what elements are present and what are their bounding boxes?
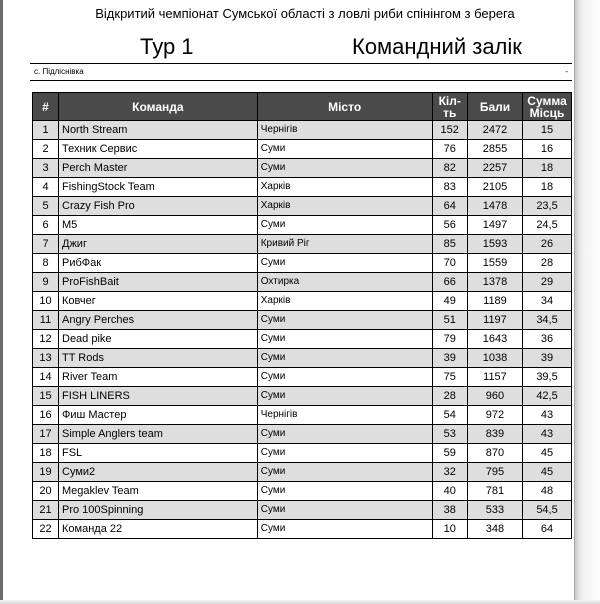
cell-team: РибФак	[59, 254, 258, 273]
cell-count: 39	[432, 349, 467, 368]
table-row	[33, 216, 572, 235]
table-body	[33, 121, 572, 539]
cell-count: 32	[432, 463, 467, 482]
cell-num: 16	[33, 406, 59, 425]
cell-num: 17	[33, 425, 59, 444]
cell-count: 66	[432, 273, 467, 292]
cell-sum: 64	[523, 520, 572, 539]
cell-city: Харків	[257, 178, 432, 197]
cell-points: 1497	[467, 216, 522, 235]
location-label: с. Підліснівка	[34, 67, 84, 76]
cell-sum: 18	[523, 159, 572, 178]
cell-num: 10	[33, 292, 59, 311]
cell-team: Суми2	[59, 463, 258, 482]
cell-count: 59	[432, 444, 467, 463]
table-row	[33, 349, 572, 368]
cell-points: 781	[467, 482, 522, 501]
table-row	[33, 520, 572, 539]
cell-points: 2472	[467, 121, 522, 140]
cell-team: FISH LINERS	[59, 387, 258, 406]
cell-num: 3	[33, 159, 59, 178]
cell-points: 1197	[467, 311, 522, 330]
cell-sum: 28	[523, 254, 572, 273]
cell-city: Суми	[257, 501, 432, 520]
cell-num: 12	[33, 330, 59, 349]
cell-count: 49	[432, 292, 467, 311]
cell-sum: 34,5	[523, 311, 572, 330]
cell-team: TT Rods	[59, 349, 258, 368]
cell-points: 348	[467, 520, 522, 539]
column-header-team: Команда	[59, 93, 258, 121]
table-row	[33, 330, 572, 349]
table-row	[33, 235, 572, 254]
cell-count: 38	[432, 501, 467, 520]
cell-team: M5	[59, 216, 258, 235]
date-label: -	[565, 67, 568, 76]
cell-num: 15	[33, 387, 59, 406]
cell-num: 2	[33, 140, 59, 159]
cell-team: Техник Сервис	[59, 140, 258, 159]
table-header-row	[33, 93, 572, 121]
table-row	[33, 197, 572, 216]
cell-city: Суми	[257, 482, 432, 501]
cell-num: 11	[33, 311, 59, 330]
cell-num: 6	[33, 216, 59, 235]
cell-num: 8	[33, 254, 59, 273]
cell-points: 1643	[467, 330, 522, 349]
cell-num: 5	[33, 197, 59, 216]
cell-points: 1559	[467, 254, 522, 273]
cell-points: 839	[467, 425, 522, 444]
cell-city: Суми	[257, 444, 432, 463]
cell-points: 1157	[467, 368, 522, 387]
cell-count: 40	[432, 482, 467, 501]
column-header-count: Кіл-ть	[432, 93, 467, 121]
cell-team: FSL	[59, 444, 258, 463]
table-row	[33, 311, 572, 330]
cell-team: Crazy Fish Pro	[59, 197, 258, 216]
cell-num: 19	[33, 463, 59, 482]
cell-num: 21	[33, 501, 59, 520]
table-row	[33, 140, 572, 159]
cell-team: FishingStock Team	[59, 178, 258, 197]
cell-sum: 39	[523, 349, 572, 368]
cell-city: Суми	[257, 216, 432, 235]
cell-sum: 23,5	[523, 197, 572, 216]
cell-sum: 43	[523, 425, 572, 444]
table-row	[33, 254, 572, 273]
cell-num: 9	[33, 273, 59, 292]
cell-city: Суми	[257, 368, 432, 387]
cell-count: 54	[432, 406, 467, 425]
cell-count: 83	[432, 178, 467, 197]
cell-sum: 45	[523, 463, 572, 482]
cell-team: Megaklev Team	[59, 482, 258, 501]
window-bottom-border	[0, 600, 600, 604]
column-header-num: #	[33, 93, 59, 121]
table-row	[33, 425, 572, 444]
cell-points: 1038	[467, 349, 522, 368]
table-row	[33, 387, 572, 406]
cell-sum: 26	[523, 235, 572, 254]
cell-city: Харків	[257, 292, 432, 311]
cell-team: Angry Perches	[59, 311, 258, 330]
cell-count: 56	[432, 216, 467, 235]
cell-team: Perch Master	[59, 159, 258, 178]
cell-points: 2105	[467, 178, 522, 197]
cell-num: 20	[33, 482, 59, 501]
cell-city: Харків	[257, 197, 432, 216]
table-row	[33, 463, 572, 482]
cell-city: Суми	[257, 425, 432, 444]
tour-title: Тур 1	[140, 34, 194, 59]
cell-city: Суми	[257, 140, 432, 159]
cell-num: 4	[33, 178, 59, 197]
cell-city: Чернігів	[257, 121, 432, 140]
cell-city: Охтирка	[257, 273, 432, 292]
table-row	[33, 121, 572, 140]
cell-count: 70	[432, 254, 467, 273]
cell-city: Суми	[257, 387, 432, 406]
cell-city: Чернігів	[257, 406, 432, 425]
window-left-border	[0, 0, 3, 604]
column-header-points: Бали	[467, 93, 522, 121]
cell-sum: 15	[523, 121, 572, 140]
cell-team: Джиг	[59, 235, 258, 254]
table-row	[33, 273, 572, 292]
cell-sum: 18	[523, 178, 572, 197]
cell-count: 82	[432, 159, 467, 178]
cell-city: Суми	[257, 463, 432, 482]
championship-title: Відкритий чемпіонат Сумської області з ловлі риби спінінгом з берега	[95, 6, 515, 21]
cell-num: 7	[33, 235, 59, 254]
cell-num: 1	[33, 121, 59, 140]
cell-points: 1593	[467, 235, 522, 254]
vertical-scrollbar-area[interactable]	[574, 0, 600, 604]
column-header-sum-line1: Сумма	[527, 93, 567, 108]
cell-sum: 29	[523, 273, 572, 292]
cell-count: 152	[432, 121, 467, 140]
bottom-divider	[30, 80, 572, 81]
column-header-city: Місто	[257, 93, 432, 121]
cell-num: 14	[33, 368, 59, 387]
cell-points: 960	[467, 387, 522, 406]
cell-team: Ковчег	[59, 292, 258, 311]
cell-sum: 45	[523, 444, 572, 463]
cell-sum: 54,5	[523, 501, 572, 520]
cell-points: 2257	[467, 159, 522, 178]
table-row	[33, 159, 572, 178]
cell-team: Dead pike	[59, 330, 258, 349]
table-row	[33, 368, 572, 387]
cell-count: 85	[432, 235, 467, 254]
cell-sum: 34	[523, 292, 572, 311]
cell-city: Суми	[257, 311, 432, 330]
cell-sum: 39,5	[523, 368, 572, 387]
cell-count: 53	[432, 425, 467, 444]
table-row	[33, 178, 572, 197]
table-row	[33, 501, 572, 520]
cell-team: Pro 100Spinning	[59, 501, 258, 520]
cell-points: 972	[467, 406, 522, 425]
cell-num: 18	[33, 444, 59, 463]
cell-num: 13	[33, 349, 59, 368]
cell-city: Суми	[257, 520, 432, 539]
cell-count: 76	[432, 140, 467, 159]
cell-team: North Stream	[59, 121, 258, 140]
cell-count: 51	[432, 311, 467, 330]
cell-points: 870	[467, 444, 522, 463]
cell-points: 1189	[467, 292, 522, 311]
table-row	[33, 292, 572, 311]
cell-points: 795	[467, 463, 522, 482]
team-results-table	[32, 92, 572, 539]
cell-count: 75	[432, 368, 467, 387]
cell-num: 22	[33, 520, 59, 539]
cell-count: 10	[432, 520, 467, 539]
cell-sum: 48	[523, 482, 572, 501]
cell-sum: 16	[523, 140, 572, 159]
column-header-sum-line2: Місць	[529, 105, 565, 120]
cell-points: 1378	[467, 273, 522, 292]
report-type-title: Командний залік	[352, 34, 522, 59]
cell-count: 28	[432, 387, 467, 406]
table-row	[33, 406, 572, 425]
cell-team: ProFishBait	[59, 273, 258, 292]
cell-city: Кривий Ріг	[257, 235, 432, 254]
cell-points: 533	[467, 501, 522, 520]
cell-sum: 24,5	[523, 216, 572, 235]
cell-points: 1478	[467, 197, 522, 216]
cell-points: 2855	[467, 140, 522, 159]
column-header-sum	[523, 93, 572, 121]
cell-city: Суми	[257, 349, 432, 368]
cell-team: River Team	[59, 368, 258, 387]
top-divider	[30, 63, 572, 64]
cell-sum: 43	[523, 406, 572, 425]
cell-team: Команда 22	[59, 520, 258, 539]
cell-count: 64	[432, 197, 467, 216]
cell-sum: 36	[523, 330, 572, 349]
cell-count: 79	[432, 330, 467, 349]
cell-team: Simple Anglers team	[59, 425, 258, 444]
cell-team: Фиш Мастер	[59, 406, 258, 425]
cell-sum: 42,5	[523, 387, 572, 406]
cell-city: Суми	[257, 159, 432, 178]
table-row	[33, 444, 572, 463]
table-row	[33, 482, 572, 501]
cell-city: Суми	[257, 330, 432, 349]
cell-city: Суми	[257, 254, 432, 273]
